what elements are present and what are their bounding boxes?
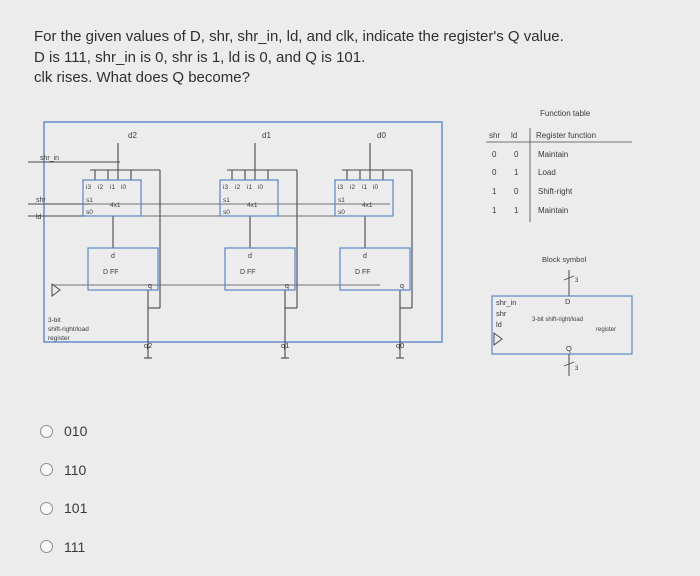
mux-i2: i2 (98, 184, 104, 191)
d2-label: d2 (128, 131, 137, 140)
ff-d: d (248, 253, 252, 260)
cell: 1 (514, 206, 519, 215)
stage-2 (83, 143, 160, 358)
answer-label: 010 (64, 423, 88, 440)
mux-i3: i3 (338, 184, 344, 191)
stage-1 (220, 143, 297, 358)
mux-i3: i3 (223, 184, 229, 191)
mux-label: 4x1 (247, 202, 258, 209)
question-line: D is 111, shr_in is 0, shr is 1, ld is 0, and Q is 101. (34, 48, 366, 66)
ff-d: d (363, 253, 367, 260)
block-caption: 3-bit shift-right/load (532, 317, 584, 323)
mux-s0: s0 (338, 209, 345, 216)
block-q: Q (566, 344, 572, 353)
answer-option[interactable] (40, 528, 87, 567)
answer-label: 111 (64, 538, 86, 555)
mux-i1: i1 (362, 184, 368, 191)
radio-button[interactable] (40, 502, 53, 515)
d1-label: d1 (262, 131, 271, 140)
answer-options (40, 412, 87, 566)
cell: Maintain (538, 206, 569, 215)
cell: 1 (514, 168, 519, 177)
ff-q: q (400, 283, 404, 290)
mux-s0: s0 (223, 209, 230, 216)
cell: Shift-right (538, 187, 573, 196)
block-pin: ld (496, 320, 502, 329)
block-pin: shr (496, 309, 507, 318)
answer-label: 101 (64, 500, 88, 517)
mux-s1: s1 (338, 197, 345, 204)
q2-label: q2 (144, 341, 153, 350)
block-caption: register (596, 327, 617, 333)
radio-button[interactable] (40, 425, 53, 438)
question-line: For the given values of D, shr, shr_in, ld, and clk, indicate the register's Q value. (34, 28, 564, 45)
block-pin: shr_in (496, 298, 517, 307)
ff-label: D FF (103, 269, 119, 276)
cell: 1 (492, 187, 497, 196)
cell: Maintain (538, 150, 569, 159)
answer-option[interactable] (40, 451, 87, 490)
mux-i2: i2 (235, 184, 241, 191)
mux-i3: i3 (86, 184, 92, 191)
cell: 0 (492, 168, 497, 177)
bus-width: 3 (575, 366, 579, 372)
ff-d: d (111, 253, 115, 260)
mux-label: 4x1 (362, 202, 373, 209)
mux-label: 4x1 (110, 202, 121, 209)
answer-label: 110 (64, 461, 87, 478)
block-symbol (492, 255, 632, 376)
block-symbol-title: Block symbol (542, 255, 587, 264)
col-function: Register function (536, 131, 597, 140)
mux-i2: i2 (350, 184, 356, 191)
stage-0 (335, 143, 412, 358)
bus-width: 3 (575, 278, 579, 284)
answer-option[interactable] (40, 412, 87, 451)
mux-s1: s1 (223, 197, 230, 204)
mux-i0: i0 (373, 184, 379, 191)
col-shr: shr (489, 131, 501, 140)
register-outline (44, 122, 442, 342)
d0-label: d0 (377, 131, 386, 140)
q1-label: q1 (281, 341, 290, 350)
cell: 1 (492, 206, 497, 215)
answer-option[interactable] (40, 489, 87, 528)
ff-q: q (148, 283, 152, 290)
ff-label: D FF (355, 269, 371, 276)
mux-i1: i1 (247, 184, 253, 191)
function-table (486, 109, 632, 222)
register-caption: shift-right/load (48, 326, 89, 333)
mux-s1: s1 (86, 197, 93, 204)
ff-label: D FF (240, 269, 256, 276)
cell: 0 (514, 150, 519, 159)
question-line: clk rises. What does Q become? (34, 69, 250, 86)
shr-label: shr (36, 197, 46, 204)
radio-button[interactable] (40, 540, 53, 553)
cell: 0 (492, 150, 497, 159)
radio-button[interactable] (40, 463, 53, 476)
register-caption: register (48, 335, 70, 342)
mux-i0: i0 (258, 184, 264, 191)
register-caption: 3-bit (48, 317, 61, 324)
function-table-title: Function table (540, 109, 591, 118)
q0-label: q0 (396, 341, 405, 350)
block-d: D (565, 297, 571, 306)
mux-s0: s0 (86, 209, 93, 216)
cell: 0 (514, 187, 519, 196)
mux-i1: i1 (110, 184, 116, 191)
ff-q: q (285, 283, 289, 290)
mux-i0: i0 (121, 184, 127, 191)
cell: Load (538, 168, 556, 177)
col-ld: ld (511, 131, 518, 140)
ld-label: ld (36, 214, 42, 221)
shr-in-label: shr_in (40, 155, 60, 162)
